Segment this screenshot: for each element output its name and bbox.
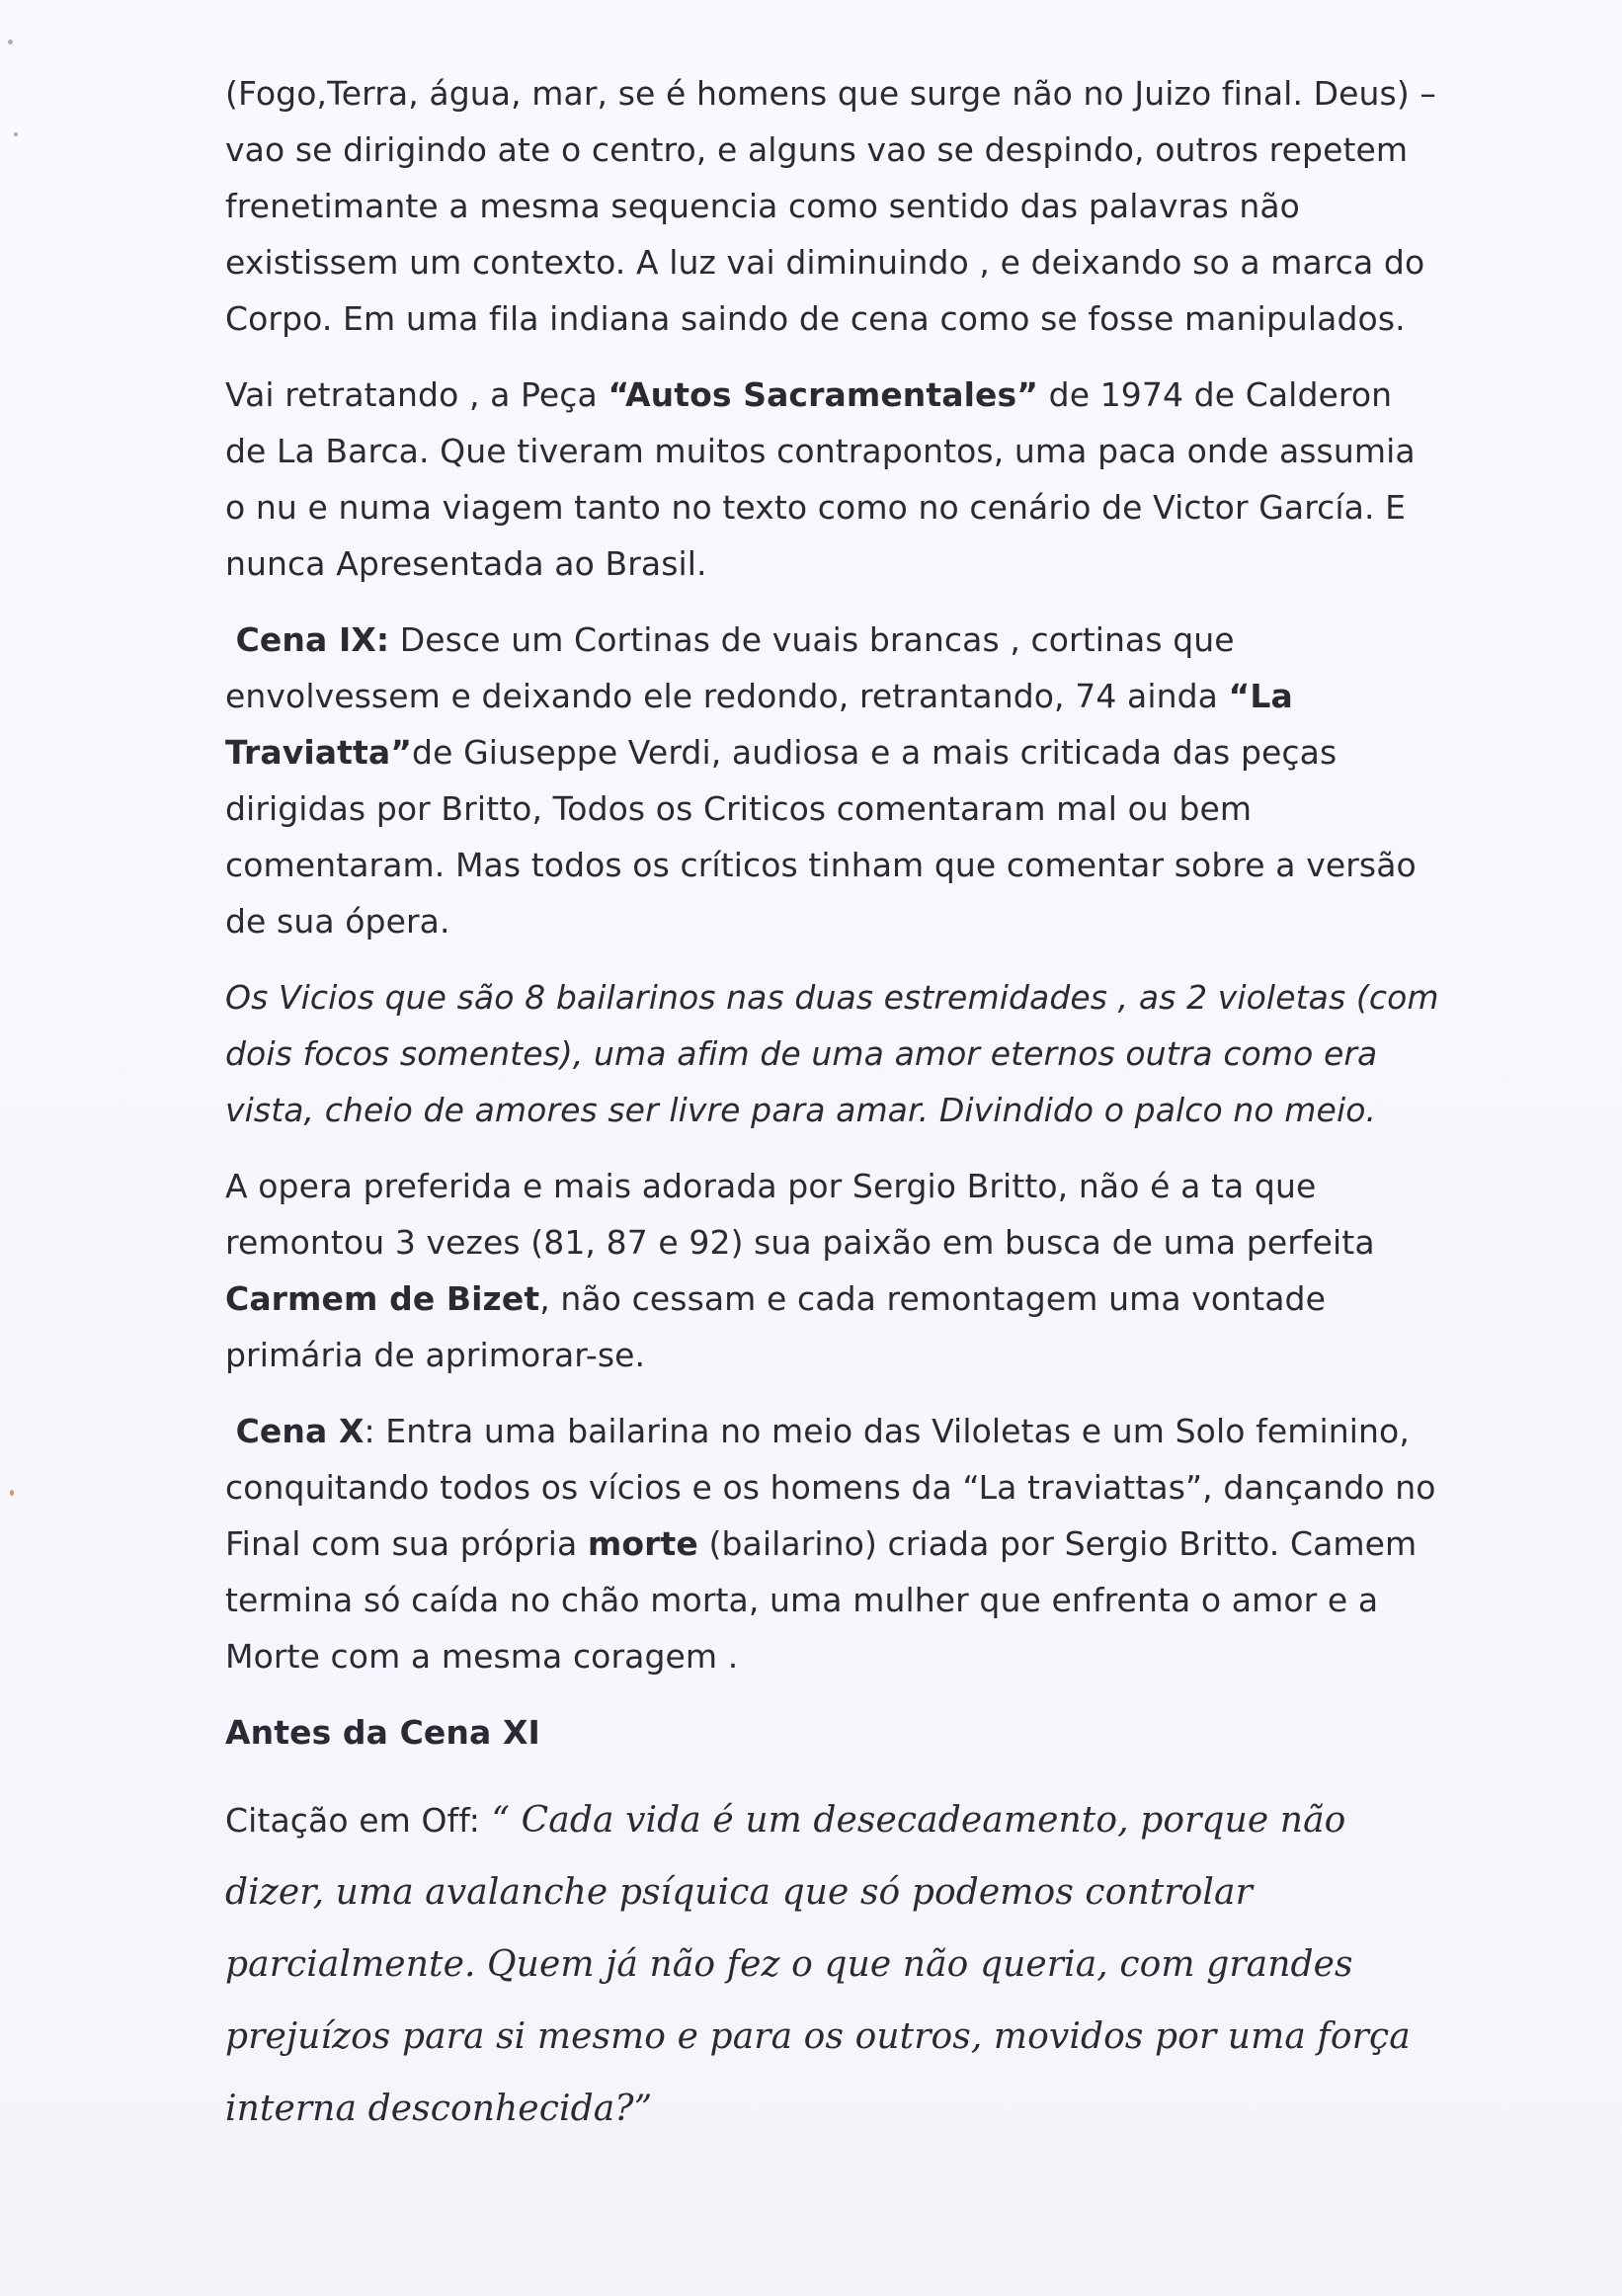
scan-speck xyxy=(10,1490,14,1496)
scan-speck xyxy=(14,132,18,136)
paragraph-6-text: : Entra uma bailarina no meio das Viloletas e um Solo feminino, conquitando todos os vícios e os homens da “La traviattas”, dançando no Final com sua própria xyxy=(225,1412,1436,1563)
scene-ix-label: Cena IX: xyxy=(235,620,390,659)
scene-x-label: Cena X xyxy=(235,1412,365,1450)
opera-title-carmem: Carmem de Bizet xyxy=(225,1279,540,1318)
scan-speck xyxy=(8,40,13,44)
quotation-text: “ Cada vida é um desecadeamento, porque não dizer, uma avalanche psíquica que só podemos controlar parcialmente. Quem já não fez o que não queria, com grandes prejuízos para si mesmo e para os outros, movidos por uma força interna desconhecida?” xyxy=(225,1800,1411,2129)
paragraph-2-text-rest: de 1974 de Calderon de La Barca. Que tiveram muitos contrapontos, uma paca onde assumia o nu e numa viagem tanto no texto como no cenário de Victor García. E nunca Apresentada ao Brasil. xyxy=(225,375,1416,583)
paragraph-3-text-rest: de Giuseppe Verdi, audiosa e a mais criticada das peças dirigidas por Britto, Todos os Criticos comentaram mal ou bem comentaram. Mas todos os críticos tinham que comentar sobre a versão de sua ópera. xyxy=(225,733,1417,941)
document-body xyxy=(225,65,1440,2145)
paragraph-6-text-rest: (bailarino) criada por Sergio Britto. Camem termina só caída no chão morta, uma mulher que enfrenta o amor e a Morte com a mesma coragem . xyxy=(225,1524,1418,1676)
quotation-lead: Citação em Off xyxy=(225,1801,469,1840)
paragraph-4: Os Vicios que são 8 bailarinos nas duas estremidades , as 2 violetas (com dois focos somentes), uma afim de uma amor eternos outra como era vista, cheio de amores ser livre para amar. Divindido o palco no meio. xyxy=(225,978,1439,1129)
paragraph-3-text: Desce um Cortinas de vuais brancas , cortinas que envolvessem e deixando ele redondo, retrantando, 74 ainda xyxy=(225,620,1235,715)
paragraph-5-text-rest: , não cessam e cada remontagem uma vontade primária de aprimorar-se. xyxy=(225,1279,1326,1374)
paragraph-6 xyxy=(225,1403,1440,1684)
section-heading: Antes da Cena XI xyxy=(225,1713,540,1752)
paragraph-1: (Fogo,Terra, água, mar, se é homens que surge não no Juizo final. Deus) – vao se dirigindo ate o centro, e alguns vao se despindo, outros repetem frenetimante a mesma sequencia como sentido das palavras não existissem um contexto. A luz vai diminuindo , e deixando so a marca do Corpo. Em uma fila indiana saindo de cena como se fosse manipulados. xyxy=(225,74,1437,338)
word-morte: morte xyxy=(587,1524,698,1563)
paragraph-5-text: A opera preferida e mais adorada por Sergio Britto, não é a ta que remontou 3 vezes (81, 87 e 92) sua paixão em busca de uma perfeita xyxy=(225,1167,1375,1262)
paragraph-2 xyxy=(225,367,1440,592)
quotation xyxy=(225,1784,1440,2145)
quotation-colon: : xyxy=(468,1801,481,1840)
paragraph-3 xyxy=(225,612,1440,949)
play-title-autos: “Autos Sacramentales” xyxy=(608,375,1039,414)
paragraph-2-text: Vai retratando , a Peça xyxy=(225,375,608,414)
paragraph-5 xyxy=(225,1158,1440,1383)
opera-title-traviatta: “La Traviatta” xyxy=(225,677,1293,772)
